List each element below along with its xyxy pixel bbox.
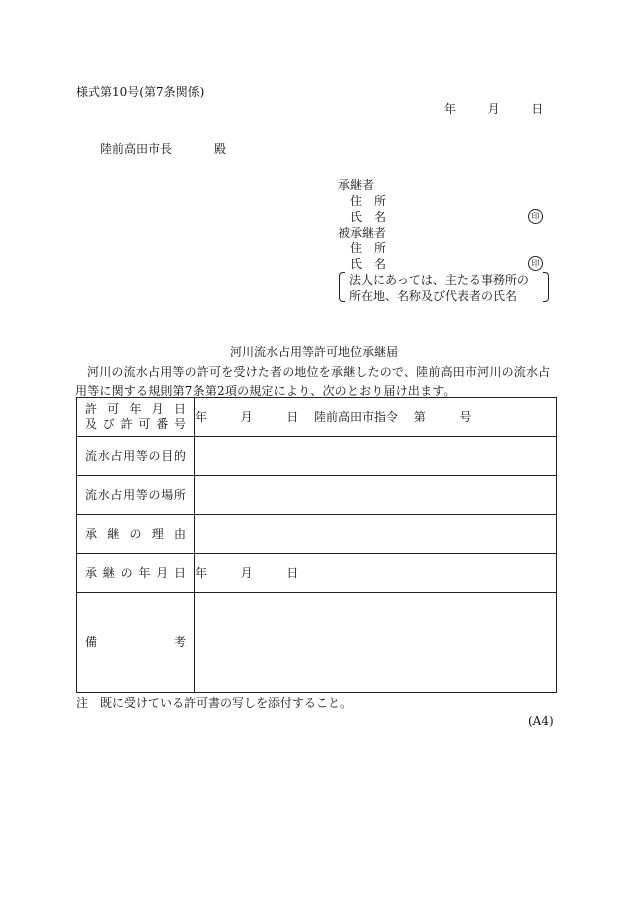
date-year: 年 bbox=[444, 102, 457, 116]
form-number: 様式第10号(第7条関係) bbox=[76, 85, 205, 99]
submission-date bbox=[444, 103, 543, 115]
paper-size: (A4) bbox=[528, 714, 554, 728]
purpose-label: 流 水 占 用 等 の 目 的 bbox=[85, 448, 186, 463]
date-month: 月 bbox=[487, 102, 500, 116]
party-block bbox=[338, 179, 558, 271]
successor-seal-icon: 印 bbox=[528, 209, 543, 224]
table-row bbox=[77, 593, 557, 693]
row-label-succession-date bbox=[77, 554, 195, 593]
table-row bbox=[77, 554, 557, 593]
succession-year: 年 bbox=[195, 566, 208, 580]
succession-day: 日 bbox=[286, 566, 299, 580]
row-label-location bbox=[77, 476, 195, 515]
permit-no-prefix: 第 bbox=[413, 410, 426, 424]
corporate-note-line2: 所在地、名称及び代表者の氏名 bbox=[349, 289, 518, 303]
permit-month: 月 bbox=[240, 410, 253, 424]
reason-value[interactable] bbox=[195, 515, 557, 554]
remarks-value[interactable] bbox=[195, 593, 557, 693]
addressee bbox=[100, 143, 226, 155]
addressee-name: 陸前高田市長 bbox=[100, 142, 173, 156]
permit-value bbox=[195, 398, 557, 437]
permit-label-line1: 許 可 年 月 日 bbox=[85, 402, 186, 416]
table-row bbox=[77, 515, 557, 554]
notification-table bbox=[76, 397, 557, 693]
predecessor-seal-icon: 印 bbox=[528, 256, 543, 271]
document-body: 河川の流水占用等の許可を受けた者の地位を承継したので、陸前高田市河川の流水占用等に関する規則第7条第2項の規定により、次のとおり届け出ます。 bbox=[75, 365, 551, 398]
remarks-label: 備 考 bbox=[85, 635, 186, 649]
location-label: 流 水 占 用 等 の 場 所 bbox=[85, 487, 186, 502]
date-day: 日 bbox=[531, 102, 544, 116]
document-title: 河川流水占用等許可地位承継届 bbox=[230, 345, 399, 359]
successor-name-label: 氏 名 bbox=[350, 210, 387, 224]
permit-authority: 陸前高田市指令 bbox=[314, 410, 399, 424]
corporate-note-line1: 法人にあっては、主たる事務所の bbox=[349, 273, 529, 287]
honorific: 殿 bbox=[214, 142, 227, 156]
reason-label: 承 継 の 理 由 bbox=[85, 526, 186, 541]
row-label-remarks bbox=[77, 593, 195, 693]
successor-title: 承継者 bbox=[338, 178, 375, 192]
permit-no-suffix: 号 bbox=[459, 410, 472, 424]
purpose-value[interactable] bbox=[195, 437, 557, 476]
predecessor-address-label: 住 所 bbox=[350, 241, 387, 255]
table-row bbox=[77, 476, 557, 515]
succession-date-value bbox=[195, 554, 557, 593]
permit-label-line2: 及 び 許 可 番 号 bbox=[85, 417, 186, 431]
permit-day: 日 bbox=[286, 410, 299, 424]
succession-date-label: 承 継 の 年 月 日 bbox=[85, 565, 186, 580]
row-label-permit bbox=[77, 398, 195, 437]
corporate-note bbox=[339, 271, 549, 303]
table-row bbox=[77, 437, 557, 476]
table-row bbox=[77, 398, 557, 437]
location-value[interactable] bbox=[195, 476, 557, 515]
succession-month: 月 bbox=[240, 566, 253, 580]
bracket-right bbox=[543, 272, 549, 302]
bracket-left bbox=[339, 272, 345, 302]
successor-address-label: 住 所 bbox=[350, 194, 387, 208]
predecessor-title: 被承継者 bbox=[338, 226, 387, 240]
row-label-reason bbox=[77, 515, 195, 554]
predecessor-name-label: 氏 名 bbox=[350, 257, 387, 271]
permit-year: 年 bbox=[195, 410, 208, 424]
attachment-note: 注 既に受けている許可書の写しを添付すること。 bbox=[76, 696, 353, 710]
row-label-purpose bbox=[77, 437, 195, 476]
